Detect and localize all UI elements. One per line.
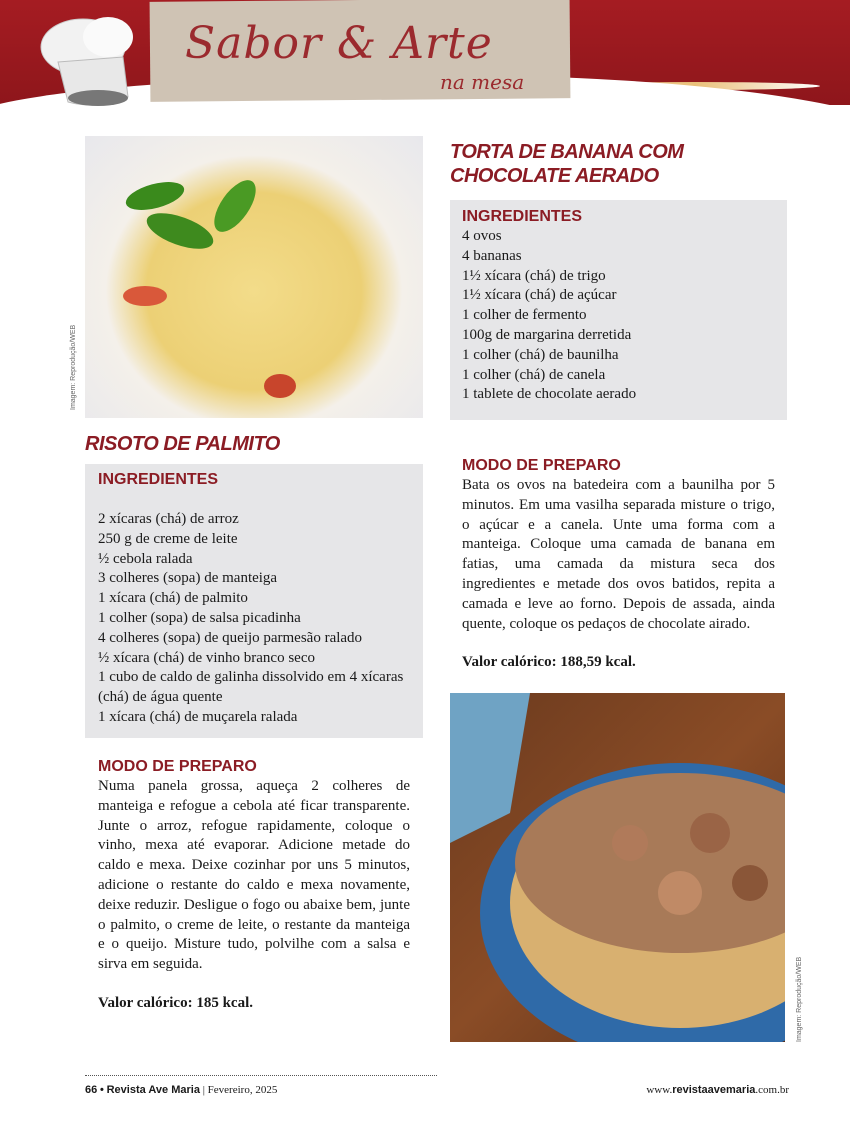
torta-calories: Valor calórico: 188,59 kcal.: [462, 654, 636, 671]
ingredient: 4 colheres (sopa) de queijo parmesão ralado: [98, 629, 363, 646]
ingredient: 1 xícara (chá) de muçarela ralada: [98, 708, 298, 725]
ingredient: 3 colheres (sopa) de manteiga: [98, 570, 278, 587]
ingredient: 1½ xícara (chá) de trigo: [462, 267, 606, 284]
pie-illustration: [450, 693, 785, 1042]
ingredient: 1 colher (chá) de canela: [462, 366, 606, 383]
ingredient: 1 xícara (chá) de palmito: [98, 590, 248, 607]
ingredient: 1 cubo de caldo de galinha dissolvido em 4 xícaras (chá) de água quente: [98, 669, 404, 706]
banana-pie-photo: [450, 693, 785, 1042]
torta-method-text: Bata os ovos na batedeira com a baunilha por 5 minutos. Em uma vasilha separada misture o trigo, o açúcar e a canela. Unte uma forma com a manteiga. Coloque uma camada de banana em fatias, uma camada da mistura seca dos ingredientes e metade dos ovos batidos, repita a camada e leve ao forno. Depois de assada, ainda quente, coloque os pedaços de chocolate airado.: [462, 477, 775, 632]
ingredient: 1 colher de fermento: [462, 307, 587, 324]
footer-bullet: •: [100, 1084, 104, 1096]
torta-ingredients-list: [462, 227, 775, 405]
risoto-method-heading: MODO DE PREPARO: [98, 758, 257, 775]
logo-subtitle: na mesa: [440, 70, 525, 94]
issue-date: Fevereiro, 2025: [207, 1084, 278, 1096]
url-suffix: .com.br: [755, 1084, 789, 1096]
magazine-name: Revista Ave Maria: [106, 1084, 200, 1096]
basil-leaf-icon: [85, 136, 423, 418]
torta-ingredients-box: [450, 200, 787, 420]
url-domain: revistaavemaria: [672, 1084, 756, 1096]
ingredient: 4 ovos: [462, 228, 502, 244]
url-prefix: www.: [646, 1084, 673, 1096]
page-number: 66: [85, 1084, 98, 1096]
risoto-method-text: Numa panela grossa, aqueça 2 colheres de manteiga e refogue a cebola até ficar transparente. Junte o arroz, refogue rapidamente, coloque o vinho, mexa até evaporar. Adicione metade do caldo e mexa. Deixe cozinhar por uns 5 minutos, adicione o restante do caldo e mexa novamente, deixe reduzir. Desligue o fogo ou abaixe bem, junte o palmito, o creme de leite, o restante da manteiga e o queijo. Misture tudo, polvilhe com a salsa e sirva em seguida.: [98, 778, 410, 973]
footer-left: [85, 1084, 277, 1096]
ingredient: ½ xícara (chá) de vinho branco seco: [98, 649, 315, 666]
risoto-ingredients-list: [98, 510, 410, 728]
risotto-photo: [85, 136, 423, 418]
torta-title: TORTA DE BANANA COM CHOCOLATE AERADO: [450, 141, 684, 187]
risoto-calories: Valor calórico: 185 kcal.: [98, 994, 253, 1011]
risoto-ingredients-heading: INGREDIENTES: [98, 471, 219, 488]
ingredient: 1 colher (sopa) de salsa picadinha: [98, 609, 301, 626]
ingredient: 2 xícaras (chá) de arroz: [98, 511, 239, 527]
ingredient: 4 bananas: [462, 247, 522, 264]
torta-method: [462, 456, 775, 671]
image-credit: Imagem: Reprodução/WEB: [796, 956, 803, 1042]
torta-method-heading: MODO DE PREPARO: [462, 457, 621, 474]
footer-pipe: |: [202, 1084, 205, 1096]
header-banner: [0, 0, 850, 125]
ingredient: ½ cebola ralada: [98, 550, 193, 567]
ingredient: 1 tablete de chocolate aerado: [462, 386, 637, 403]
risoto-ingredients-box: [85, 464, 423, 738]
logo-title: Sabor & Arte: [185, 18, 493, 69]
risoto-title: RISOTO DE PALMITO: [85, 433, 280, 455]
torta-ingredients-heading: INGREDIENTES: [462, 208, 583, 225]
ingredient: 1 colher (chá) de baunilha: [462, 346, 619, 363]
ingredient: 1½ xícara (chá) de açúcar: [462, 287, 617, 304]
chef-hat-icon: [28, 12, 146, 107]
image-credit: Imagem: Reprodução/WEB: [70, 324, 77, 410]
risoto-method: [98, 757, 410, 1012]
footer-divider: [85, 1075, 437, 1076]
footer-url[interactable]: [646, 1084, 789, 1096]
ingredient: 250 g de creme de leite: [98, 530, 238, 547]
ingredient: 100g de margarina derretida: [462, 326, 632, 343]
